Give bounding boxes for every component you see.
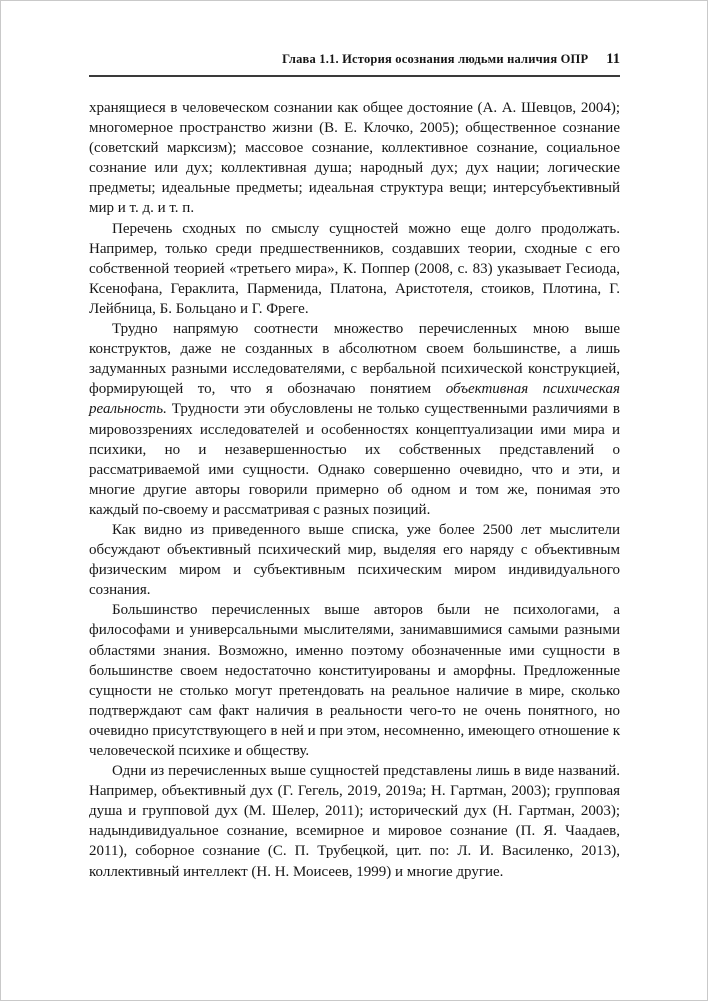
running-header: [89, 51, 620, 77]
paragraph: Большинство перечисленных выше авторов были не психологами, а философами и универсальными мыслителями, занимавшимися самыми разными областями знания. Возможно, именно поэтому обозначенные ими сущности в большинстве своем недостаточно конституированы и аморфны. Предложенные сущности не столько могут претендовать на реальное наличие в мире, сколько подтверждают сам факт наличия в реальности чего-то не очень понятного, но очевидно присутствующего в ней и при этом, несомненно, имеющего отношение к человеческой психике и обществу.: [89, 602, 620, 759]
page-number: 11: [606, 51, 620, 67]
running-title: Глава 1.1. История осознания людьми наличия ОПР: [282, 52, 589, 66]
paragraph: Как видно из приведенного выше списка, уже более 2500 лет мыслители обсуждают объективный психический мир, выделяя его наряду с объективным физическим миром и субъективным психическим миром индивидуального сознания.: [89, 521, 620, 599]
paragraph: Перечень сходных по смыслу сущностей можно еще долго продолжать. Например, только среди предшественников, создавших теории, сходные с его собственной теорией «третьего мира», К. Поппер (2008, с. 83) указывает Гесиода, Ксенофана, Гераклита, Парменида, Платона, Аристотеля, стоиков, Плотина, Г. Лейбница, Б. Больцано и Г. Фреге.: [89, 220, 620, 317]
paragraph: Одни из перечисленных выше сущностей представлены лишь в виде названий. Например, объективный дух (Г. Гегель, 2019, 2019а; Н. Гартман, 2003); групповая душа и групповой дух (М. Шелер, 2011); исторический дух (Н. Гартман, 2003); надындивидуальное сознание, всемирное и мировое сознание (П. Я. Чаадаев, 2011), соборное сознание (С. П. Трубецкой, цит. по: Л. И. Василенко, 2013), коллективный интеллект (Н. Н. Моисеев, 1999) и многие другие.: [89, 763, 620, 880]
paragraph-text: Трудно напрямую соотнести множество перечисленных мною выше конструктов, даже не созданных в абсолютном своем большинстве, а лишь задуманных разными исследователями, с вербальной психической конструкцией, формирующей то, что я обозначаю понятием: [89, 321, 620, 398]
page-body: [89, 98, 620, 882]
paragraph-continuation: хранящиеся в человеческом сознании как общее достояние (А. А. Шевцов, 2004); многомерное пространство жизни (В. Е. Клочко, 2005); общественное сознание (советский марксизм); массовое сознание, коллективное сознание, социальное сознание или дух; коллективная душа; народный дух; дух нации; логические предметы; идеальные предметы; идеальная структура вещи; интерсубъективный мир и т. д. и т. п.: [89, 100, 620, 217]
emphasized-term: объективная психическая реальность.: [89, 381, 620, 418]
paragraph: [89, 319, 620, 520]
paragraph-text: Трудности эти обусловлены не только существенными различиями в мировоззрениях исследователей и особенностях концептуализации ими мира и психики, но и незавершенностью их собственных представлений о рассматриваемой ими сущности. Однако совершенно очевидно, что и эти, и многие другие авторы говорили примерно об одном и том же, понимая это каждый по-своему и рассматривая с разных позиций.: [89, 401, 620, 518]
